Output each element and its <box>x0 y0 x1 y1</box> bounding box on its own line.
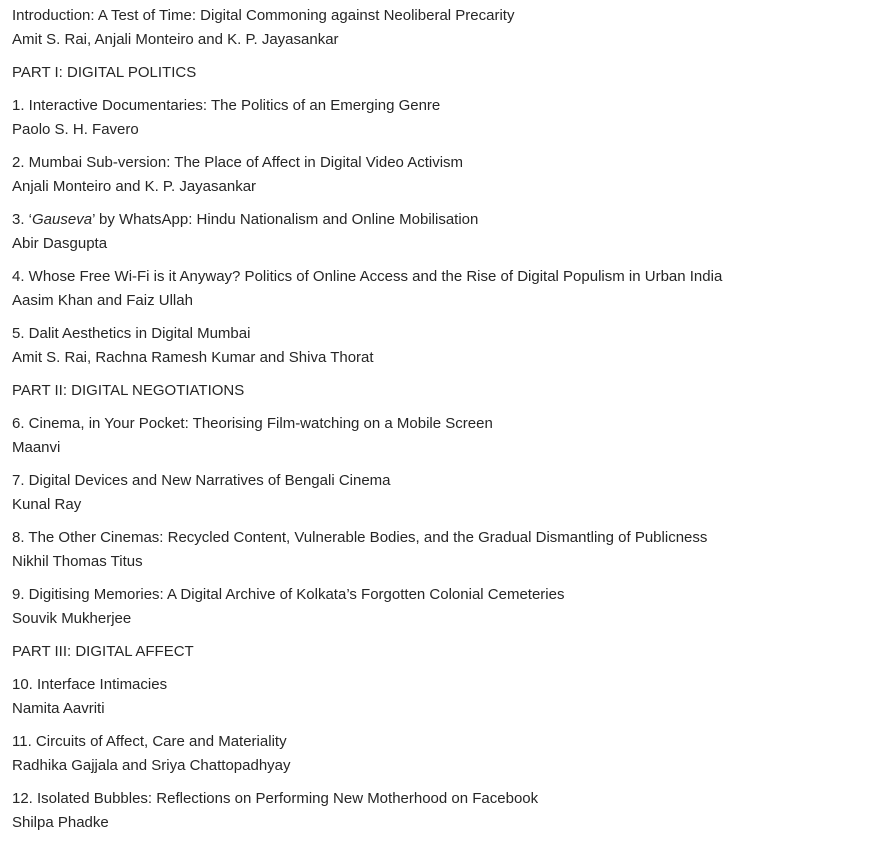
toc-intro <box>12 4 862 52</box>
toc-chapter <box>12 322 862 370</box>
toc-chapter <box>12 469 862 517</box>
chapter-title-suffix: ’ by WhatsApp: Hindu Nationalism and Online Mobilisation <box>92 211 479 228</box>
chapter-authors: Namita Aavriti <box>12 700 105 717</box>
chapter-authors: Aasim Khan and Faiz Ullah <box>12 292 193 309</box>
chapter-authors: Amit S. Rai, Anjali Monteiro and K. P. Jayasankar <box>12 31 339 48</box>
toc-chapter <box>12 151 862 199</box>
chapter-title: Introduction: A Test of Time: Digital Commoning against Neoliberal Precarity <box>12 7 515 24</box>
toc-chapter <box>12 787 862 835</box>
chapter-authors: Amit S. Rai, Rachna Ramesh Kumar and Shiva Thorat <box>12 349 374 366</box>
toc-chapter <box>12 208 862 256</box>
chapter-title: 6. Cinema, in Your Pocket: Theorising Film-watching on a Mobile Screen <box>12 415 493 432</box>
toc-chapter <box>12 412 862 460</box>
chapter-title: 5. Dalit Aesthetics in Digital Mumbai <box>12 325 251 342</box>
chapter-authors: Shilpa Phadke <box>12 814 109 831</box>
toc-chapter <box>12 583 862 631</box>
chapter-authors: Abir Dasgupta <box>12 235 108 252</box>
chapter-title: 4. Whose Free Wi-Fi is it Anyway? Politics of Online Access and the Rise of Digital Populism in Urban India <box>12 268 723 285</box>
toc-chapter <box>12 94 862 142</box>
chapter-title: 10. Interface Intimacies <box>12 676 168 693</box>
part-heading: PART I: DIGITAL POLITICS <box>12 64 197 81</box>
chapter-title: 12. Isolated Bubbles: Reflections on Performing New Motherhood on Facebook <box>12 790 539 807</box>
chapter-title-italic: Gauseva <box>32 211 93 228</box>
chapter-title <box>12 208 862 232</box>
toc-chapter <box>12 526 862 574</box>
chapter-authors: Nikhil Thomas Titus <box>12 553 143 570</box>
chapter-authors: Kunal Ray <box>12 496 82 513</box>
chapter-authors: Souvik Mukherjee <box>12 610 132 627</box>
chapter-authors: Anjali Monteiro and K. P. Jayasankar <box>12 178 257 195</box>
toc-chapter <box>12 730 862 778</box>
chapter-authors: Maanvi <box>12 439 61 456</box>
chapter-title: 7. Digital Devices and New Narratives of Bengali Cinema <box>12 472 391 489</box>
toc-chapter <box>12 265 862 313</box>
chapter-title: 2. Mumbai Sub-version: The Place of Affect in Digital Video Activism <box>12 154 464 171</box>
chapter-title-prefix: 3. ‘ <box>12 211 33 228</box>
chapter-authors: Paolo S. H. Favero <box>12 121 139 138</box>
chapter-title: 11. Circuits of Affect, Care and Materiality <box>12 733 287 750</box>
chapter-title: 8. The Other Cinemas: Recycled Content, Vulnerable Bodies, and the Gradual Dismantling of Publicness <box>12 529 708 546</box>
chapter-title: 1. Interactive Documentaries: The Politics of an Emerging Genre <box>12 97 441 114</box>
chapter-authors: Radhika Gajjala and Sriya Chattopadhyay <box>12 757 291 774</box>
part-heading: PART II: DIGITAL NEGOTIATIONS <box>12 382 245 399</box>
part-heading: PART III: DIGITAL AFFECT <box>12 643 194 660</box>
chapter-title: 9. Digitising Memories: A Digital Archive of Kolkata’s Forgotten Colonial Cemeteries <box>12 586 565 603</box>
toc-chapter <box>12 673 862 721</box>
